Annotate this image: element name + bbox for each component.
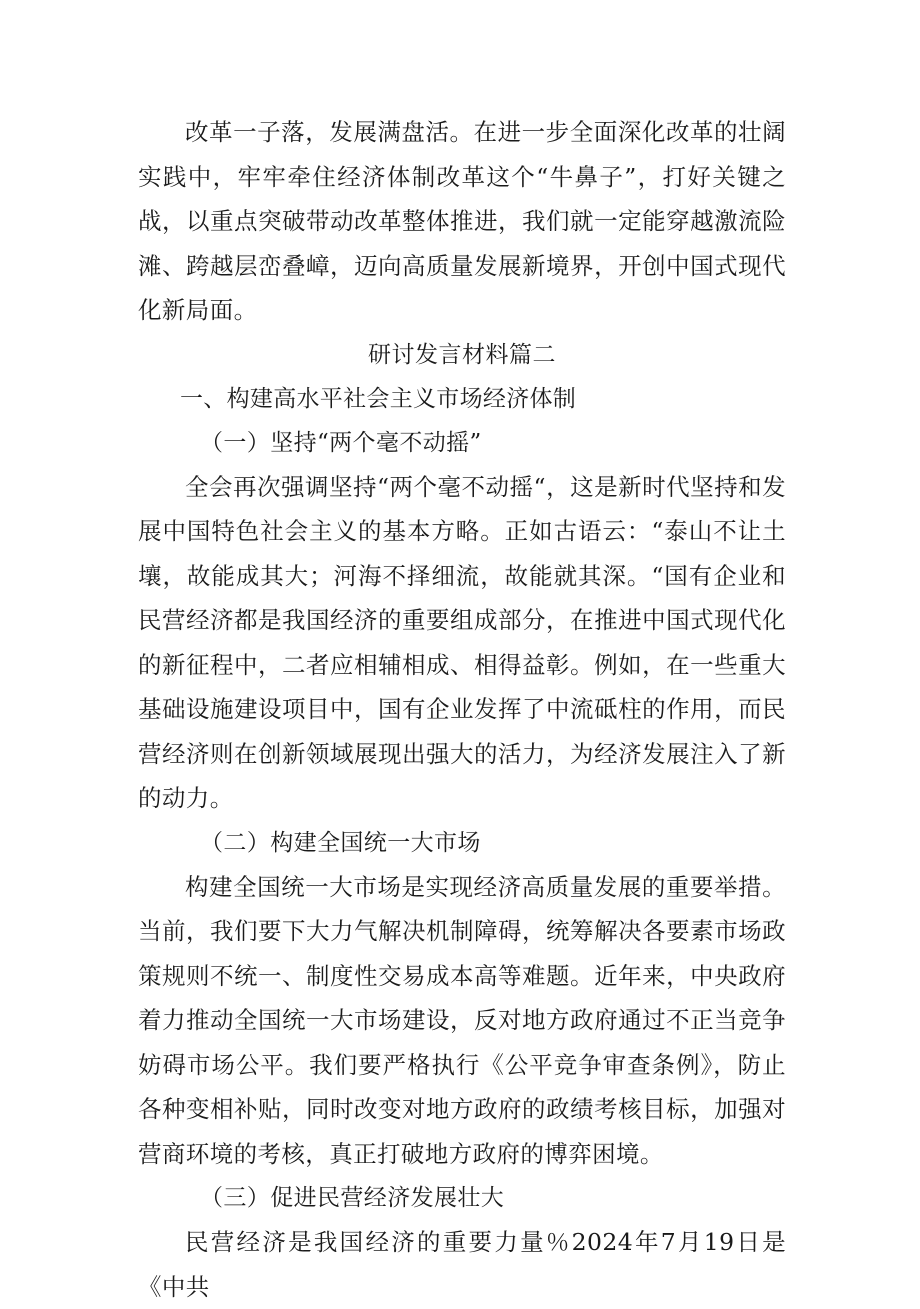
subsection-heading-2: （二）构建全国统一大市场	[200, 829, 481, 856]
subsection-heading-1: （一）坚持“两个毫不动摇”	[200, 429, 482, 456]
intro-paragraph: 改革一子落，发展满盘活。在进一步全面深化改革的壮阔实践中，牢牢牵住经济体制改革这个“牛鼻子”，打好关键之战，以重点突破带动改革整体推进，我们就一定能穿越激流险滩、跨越层峦叠嶂，迈向高质量发展新境界，开创中国式现代化新局面。	[138, 118, 786, 324]
paragraph-2: 构建全国统一大市场是实现经济高质量发展的重要举措。当前，我们要下大力气解决机制障碍，统筹解决各要素市场政策规则不统一、制度性交易成本高等难题。近年来，中央政府着力推动全国统一大市场建设，反对地方政府通过不正当竞争妨碍市场公平。我们要严格执行《公平竞争审查条例》，防止各种变相补贴，同时改变对地方政府的政绩考核目标，加强对营商环境的考核，真正打破地方政府的博弈困境。	[138, 872, 786, 1168]
subsection-heading-3: （三）促进民营经济发展壮大	[200, 1185, 505, 1211]
paragraph-3: 民营经济是我国经济的重要力量％2024年7月19日是《中共	[138, 1228, 786, 1301]
document-title: 研讨发言材料篇二	[368, 341, 556, 368]
paragraph-1: 全会再次强调坚持“两个毫不动摇“，这是新时代坚持和发展中国特色社会主义的基本方略。正如古语云：“泰山不让土壤，故能成其大；河海不择细流，故能就其深。“国有企业和民营经济都是我国经济的重要组成部分，在推进中国式现代化的新征程中，二者应相辅相成、相得益彰。例如，在一些重大基础设施建设项目中，国有企业发挥了中流砥柱的作用，而民营经济则在创新领域展现出强大的活力，为经济发展注入了新的动力。	[138, 472, 786, 812]
section-heading-1: 一、构建高水平社会主义市场经济体制	[180, 385, 577, 412]
document-page	[138, 110, 786, 1309]
